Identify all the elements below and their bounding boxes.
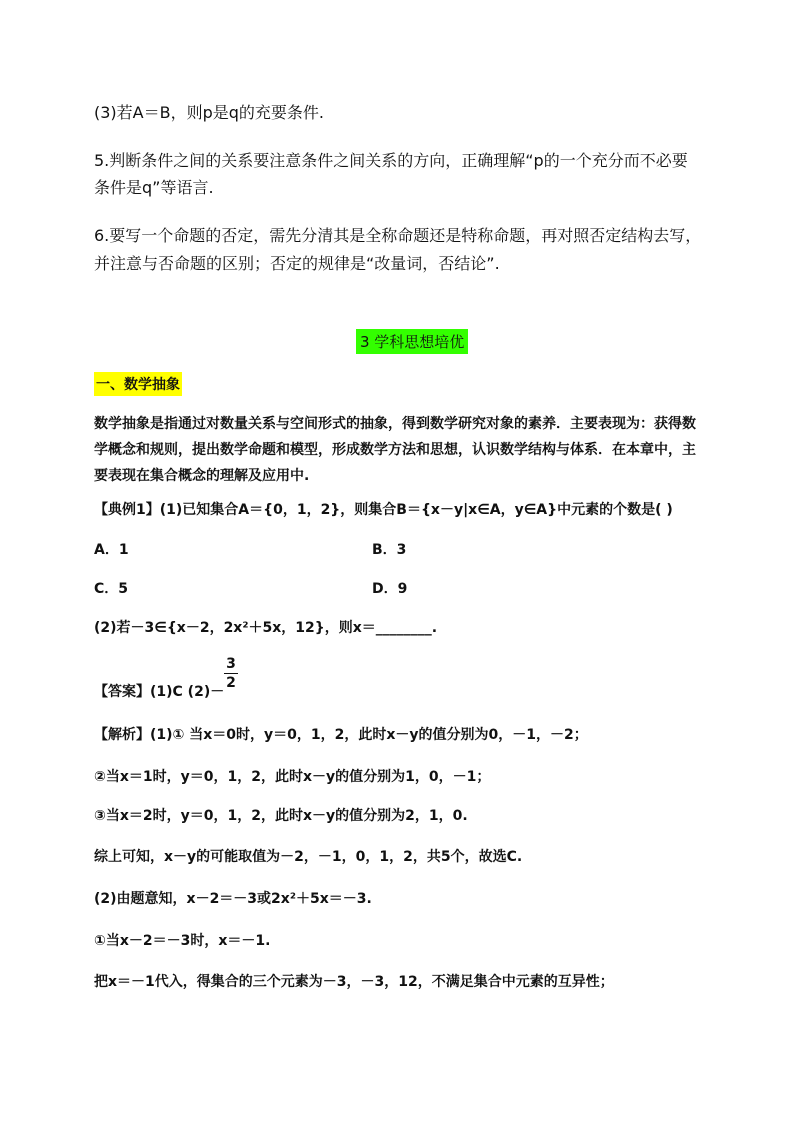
- intro-point-3: (3)若A＝B，则p是q的充要条件.: [94, 103, 324, 122]
- example-part2: (2)若－3∈{x－2，2x²＋5x，12}，则x＝________.: [94, 620, 438, 636]
- intro-point-5-line1: 5.判断条件之间的关系要注意条件之间关系的方向，正确理解“p的一个充分而不必要: [94, 151, 688, 170]
- option-a: A．1: [94, 542, 129, 558]
- section-description-line3: 要表现在集合概念的理解及应用中.: [94, 468, 310, 484]
- intro-point-6-line2: 并注意与否命题的区别；否定的规律是“改量词，否结论”.: [94, 254, 500, 273]
- option-d: D．9: [372, 581, 408, 597]
- subsection-title: 一、数学抽象: [94, 372, 182, 396]
- analysis-line: (2)由题意知，x－2＝－3或2x²＋5x＝－3.: [94, 891, 372, 907]
- answer-line: 【答案】(1)C (2)－: [94, 684, 225, 700]
- section-description-line1: 数学抽象是指通过对数量关系与空间形式的抽象，得到数学研究对象的素养．主要表现为：获得数: [94, 416, 696, 432]
- example-question: 【典例1】(1)已知集合A＝{0，1，2}，则集合B＝{x－y|x∈A，y∈A}中元素的个数是( ): [94, 502, 673, 518]
- analysis-line: 综上可知，x－y的可能取值为－2，－1，0，1，2，共5个，故选C.: [94, 849, 523, 865]
- fraction-numerator: 3: [224, 656, 238, 674]
- analysis-line: ①当x－2＝－3时，x＝－1.: [94, 933, 271, 949]
- intro-point-5-line2: 条件是q”等语言.: [94, 178, 214, 197]
- analysis-line: ②当x＝1时，y＝0，1，2，此时x－y的值分别为1，0，－1；: [94, 769, 491, 785]
- intro-point-6-line1: 6.要写一个命题的否定，需先分清其是全称命题还是特称命题，再对照否定结构去写，: [94, 226, 702, 245]
- analysis-line: 把x＝－1代入，得集合的三个元素为－3，－3，12，不满足集合中元素的互异性；: [94, 974, 614, 990]
- fraction-denominator: 2: [226, 675, 236, 691]
- option-c: C．5: [94, 581, 129, 597]
- option-b: B．3: [372, 542, 407, 558]
- analysis-line: ③当x＝2时，y＝0，1，2，此时x－y的值分别为2，1，0.: [94, 808, 468, 824]
- answer-fraction: [224, 656, 238, 691]
- section-description-line2: 学概念和规则，提出数学命题和模型，形成数学方法和思想，认识数学结构与体系．在本章中，主: [94, 442, 696, 458]
- section-title: 3 学科思想培优: [356, 329, 468, 354]
- analysis-line: 【解析】(1)① 当x＝0时，y＝0，1，2，此时x－y的值分别为0，－1，－2；: [94, 727, 588, 743]
